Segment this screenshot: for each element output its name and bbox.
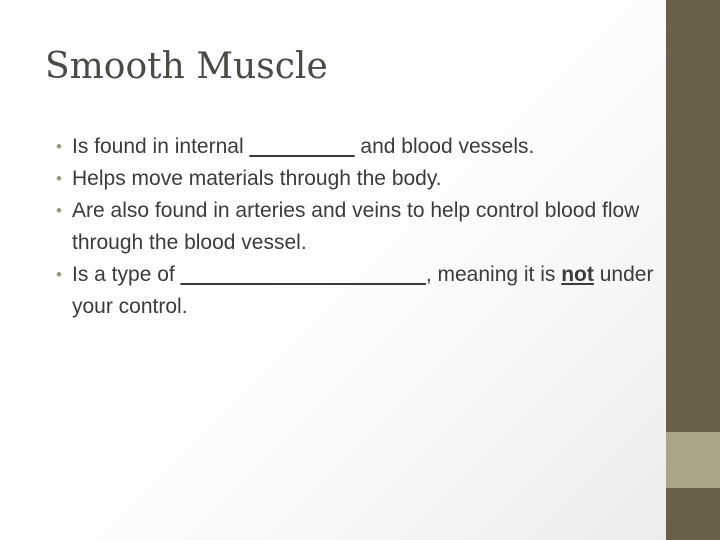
- decorative-sidebar: [666, 0, 720, 540]
- bullet-item: [56, 195, 656, 259]
- bullet-text-end: under your control.: [72, 263, 654, 318]
- bullet-dot-icon: •: [56, 265, 62, 284]
- emphasis-word: not: [561, 263, 594, 286]
- bullet-text-after: and blood vessels.: [354, 135, 535, 158]
- bullet-text-after: , meaning it is: [425, 263, 562, 286]
- bullet-text: Helps move materials through the body.: [72, 167, 442, 190]
- fill-in-blank: _________: [249, 135, 355, 158]
- sidebar-accent-block: [666, 432, 720, 488]
- bullet-item: [56, 163, 656, 195]
- bullet-dot-icon: •: [56, 169, 62, 188]
- bullet-text: Are also found in arteries and veins to help control blood flow through the blood vessel.: [72, 199, 640, 254]
- bullet-item: [56, 259, 656, 323]
- bullet-item: [56, 131, 656, 163]
- slide-title: Smooth Muscle: [45, 46, 328, 87]
- bullet-dot-icon: •: [56, 137, 62, 156]
- bullet-text-before: Is found in internal: [72, 135, 250, 158]
- bullet-list: [56, 131, 656, 323]
- bullet-dot-icon: •: [56, 201, 62, 220]
- bullet-text-before: Is a type of: [72, 263, 181, 286]
- fill-in-blank: _____________________: [180, 263, 426, 286]
